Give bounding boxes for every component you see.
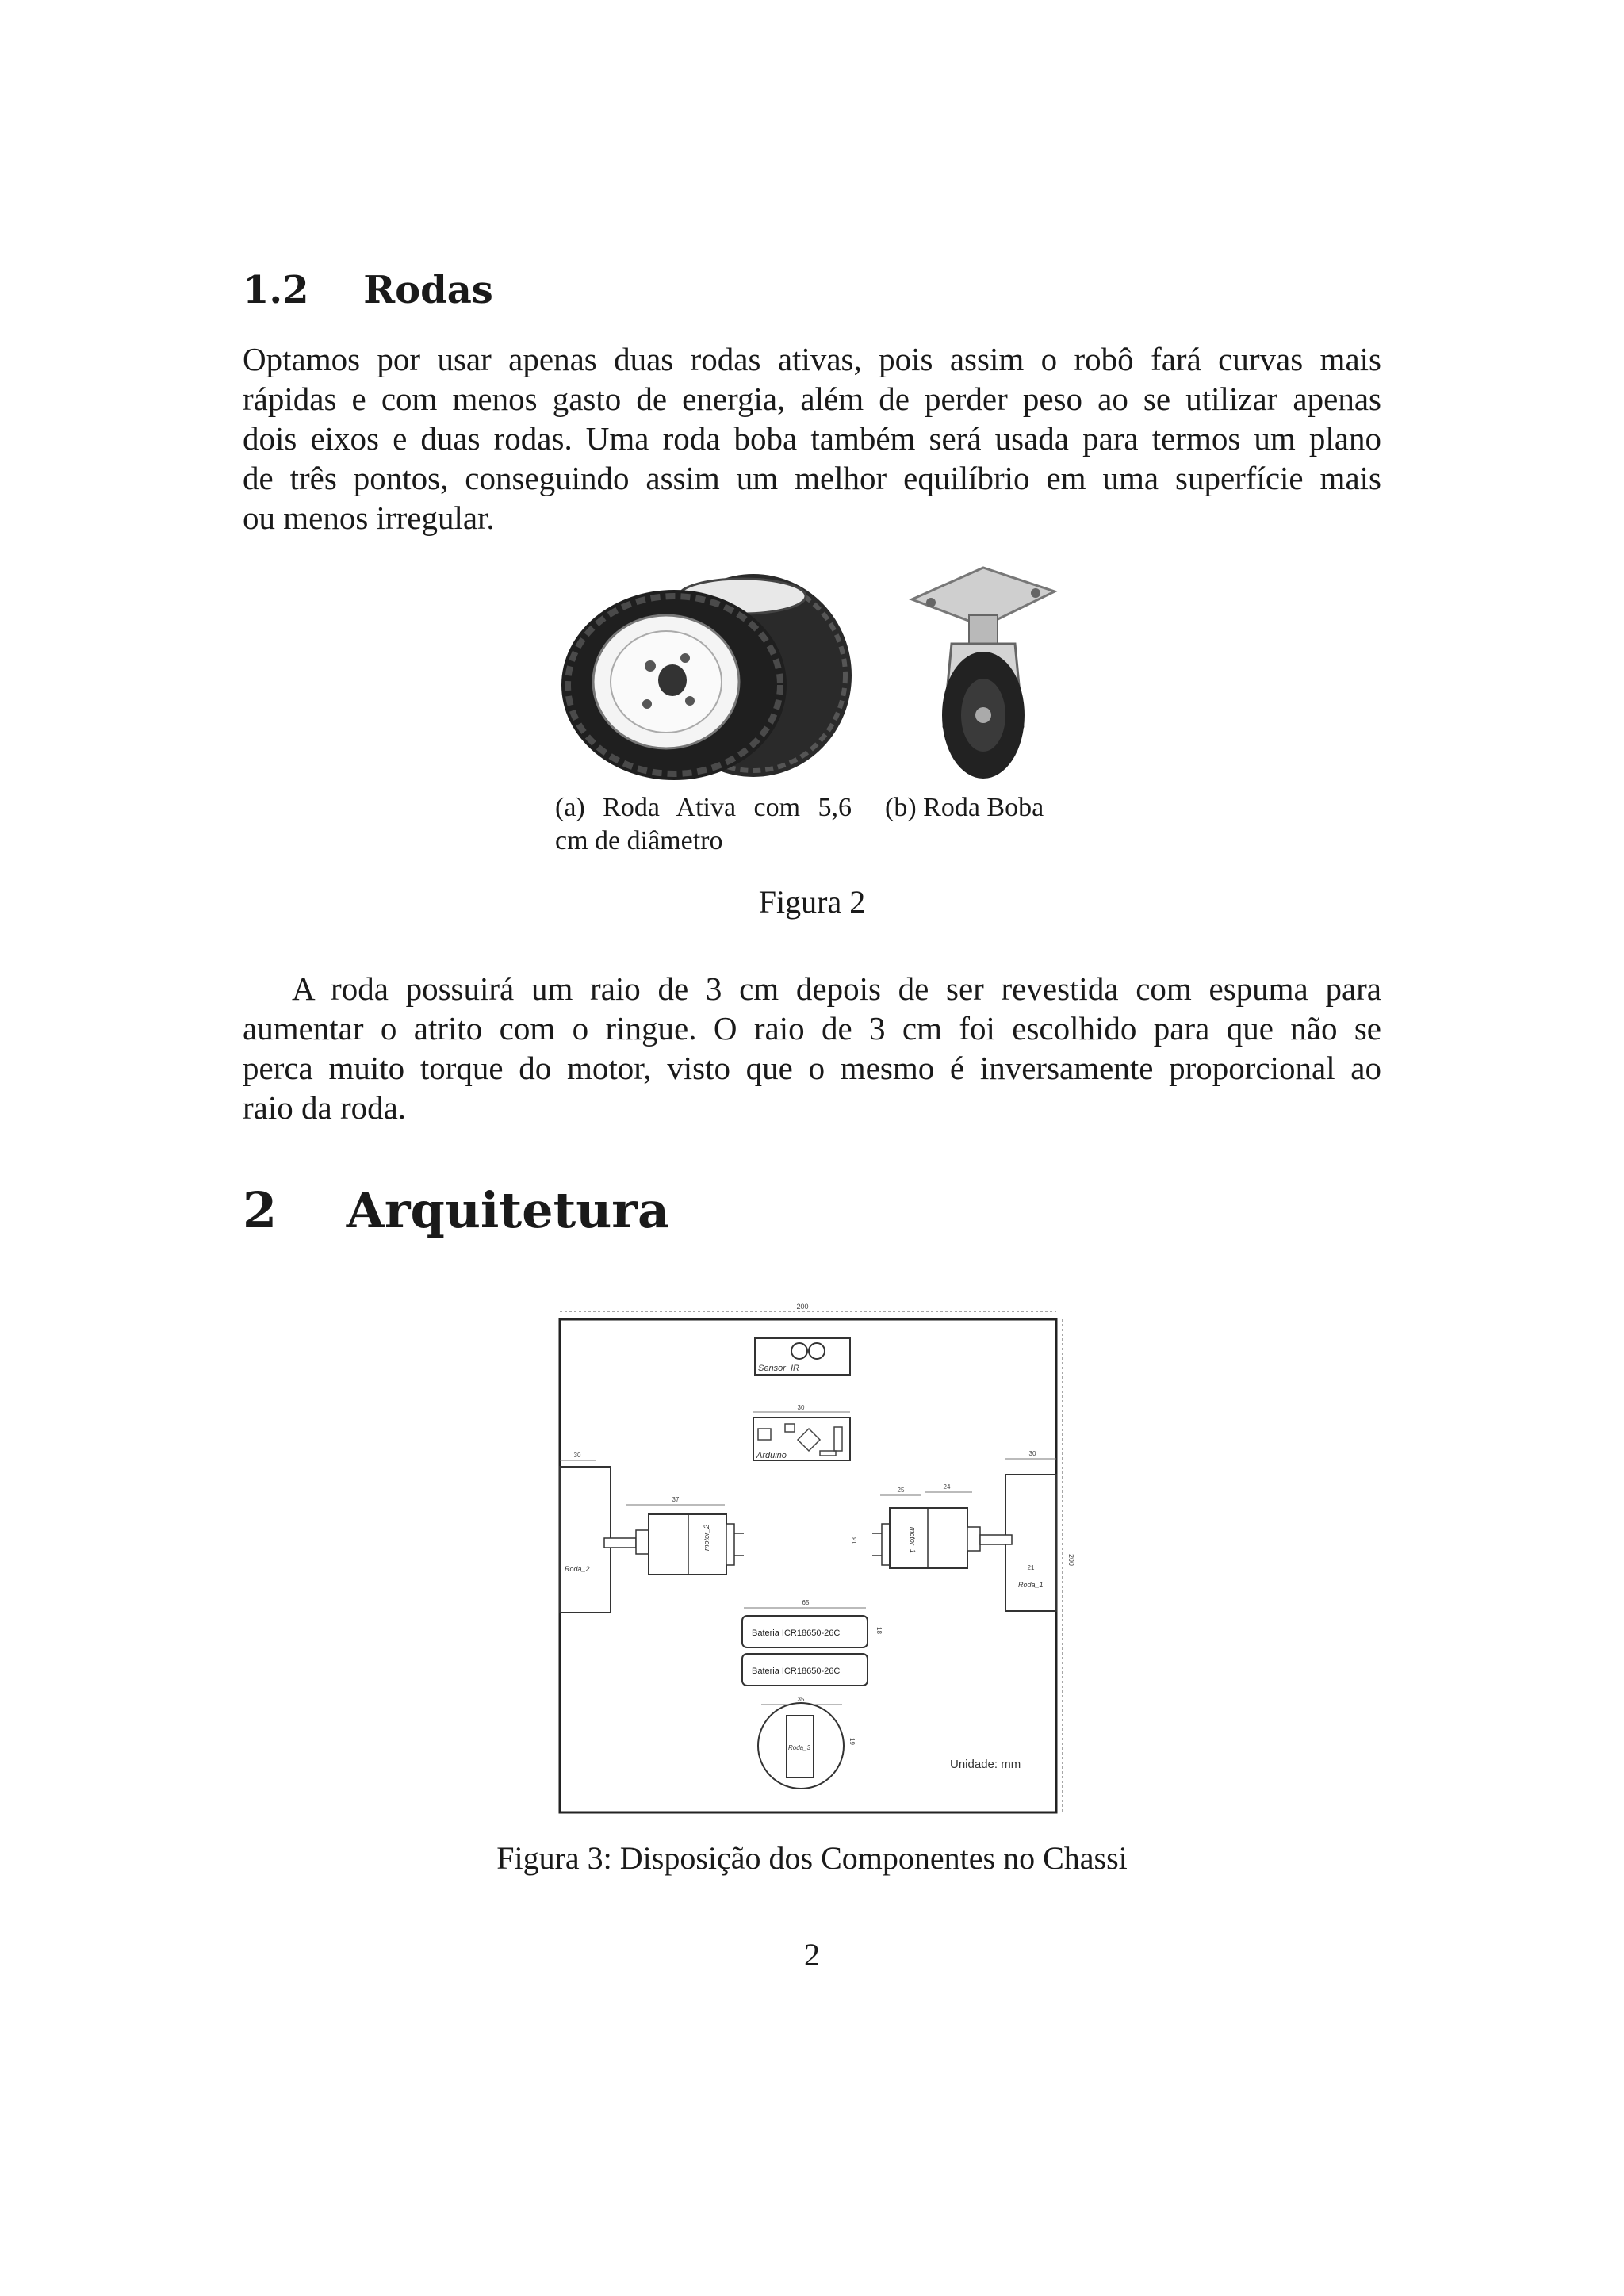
section-title: Arquitetura xyxy=(346,1181,670,1239)
motor-2-label: motor_2 xyxy=(703,1524,710,1551)
subcaption-a-line1: (a) Roda Ativa com 5,6 xyxy=(555,793,852,822)
active-wheel-image xyxy=(555,564,860,783)
dim-roda-3-height: 19 xyxy=(848,1738,856,1745)
subcaption-b: (b) Roda Boba xyxy=(885,793,1044,822)
roda-3-label: Roda_3 xyxy=(788,1744,811,1751)
dim-motor-left: 37 xyxy=(672,1496,680,1503)
paragraph-line: ou menos irregular. xyxy=(243,499,495,536)
paragraph-line: A roda possuirá um raio de 3 cm depois de ser revestida com espuma para xyxy=(292,970,1381,1007)
figure-3-caption: Figura 3: Disposição dos Componentes no Chassi xyxy=(496,1840,1128,1876)
section-number: 2 xyxy=(243,1181,278,1239)
paragraph-line: rápidas e com menos gasto de energia, além de perder peso ao se utilizar apenas xyxy=(243,381,1381,417)
paragraph-line: aumentar o atrito com o ringue. O raio de 3 cm foi escolhido para que não se xyxy=(243,1010,1381,1047)
page-number: 2 xyxy=(804,1937,820,1973)
motor-1-label: motor_1 xyxy=(909,1527,917,1554)
section-number: 1.2 xyxy=(243,268,309,312)
section-heading-2 xyxy=(243,1181,669,1239)
dim-width: 200 xyxy=(796,1303,809,1311)
battery-1-label: Bateria ICR18650-26C xyxy=(752,1628,841,1638)
sensor-ir-label: Sensor_IR xyxy=(758,1364,799,1373)
units-label: Unidade: mm xyxy=(950,1758,1021,1771)
motor-1-box xyxy=(890,1508,967,1568)
dim-height: 200 xyxy=(1067,1554,1075,1567)
chassis-layout-diagram xyxy=(547,1300,1075,1823)
dim-motor-right-2: 24 xyxy=(943,1483,951,1490)
caster-wheel-image xyxy=(896,568,1059,782)
dim-motor-height: 18 xyxy=(851,1537,858,1544)
dim-battery-height: 18 xyxy=(875,1627,883,1634)
wheel-roda-1 xyxy=(1005,1475,1056,1611)
dim-roda-3: 35 xyxy=(797,1696,805,1703)
paragraph-line: perca muito torque do motor, visto que o mesmo é inversamente proporcional ao xyxy=(243,1050,1381,1086)
section-title: Rodas xyxy=(363,268,493,312)
dim-wheel-small: 21 xyxy=(1027,1564,1035,1571)
motor-2-box xyxy=(649,1514,726,1575)
subcaption-a xyxy=(555,791,852,858)
figure-2-caption: Figura 2 xyxy=(758,884,866,920)
wheel-roda-2 xyxy=(560,1467,611,1613)
dim-battery: 65 xyxy=(802,1599,810,1606)
subcaption-a-line2: cm de diâmetro xyxy=(555,826,723,855)
paragraph-raio xyxy=(243,969,1381,1127)
section-heading-1-2 xyxy=(243,268,493,312)
dim-arduino: 30 xyxy=(797,1404,805,1411)
paragraph-line: Optamos por usar apenas duas rodas ativas, pois assim o robô fará curvas mais xyxy=(243,341,1381,377)
dim-wheel-right: 30 xyxy=(1028,1450,1036,1457)
paragraph-line: de três pontos, conseguindo assim um melhor equilíbrio em uma superfície mais xyxy=(243,460,1381,496)
battery-2-label: Bateria ICR18650-26C xyxy=(752,1667,841,1676)
paragraph-rodas xyxy=(243,339,1381,538)
arduino-label: Arduino xyxy=(756,1451,787,1460)
paragraph-line: dois eixos e duas rodas. Uma roda boba também será usada para termos um plano xyxy=(243,420,1381,457)
dim-motor-right: 25 xyxy=(897,1487,905,1494)
roda-2-label: Roda_2 xyxy=(565,1565,590,1573)
roda-1-label: Roda_1 xyxy=(1018,1581,1044,1589)
paragraph-line: raio da roda. xyxy=(243,1089,407,1126)
dim-wheel-left: 30 xyxy=(573,1452,581,1459)
